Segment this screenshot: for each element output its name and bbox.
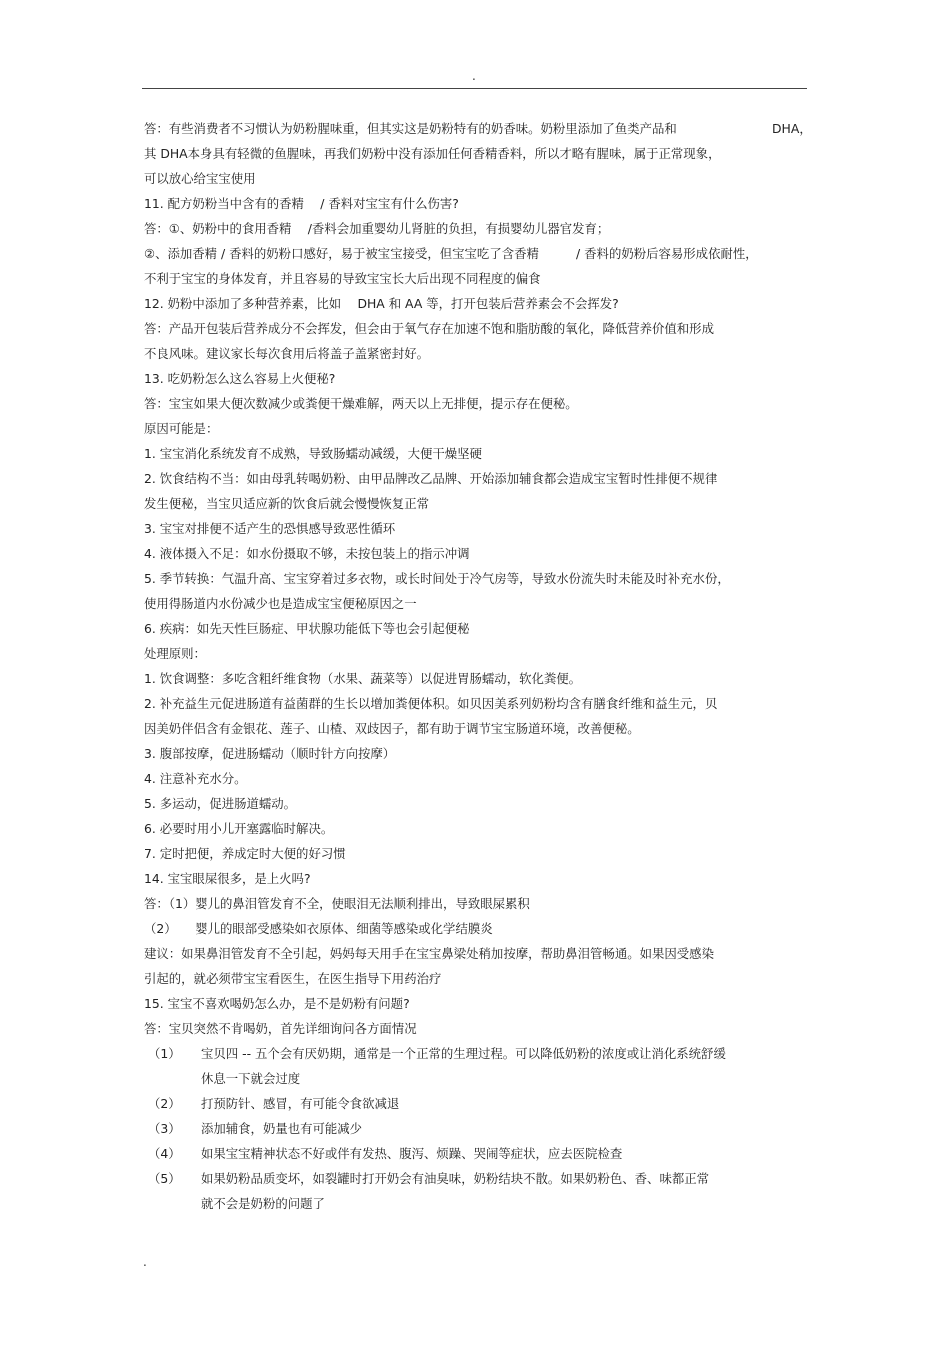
item-number: （3） xyxy=(148,1121,181,1136)
item-text: 添加辅食，奶量也有可能减少 xyxy=(201,1121,363,1136)
text-line: （2） 婴儿的眼部受感染如衣原体、细菌等感染或化学结膜炎 xyxy=(144,921,493,936)
text-line: 使用得肠道内水份减少也是造成宝宝便秘原因之一 xyxy=(144,596,417,611)
text-line: 不良风味。建议家长每次食用后将盖子盖紧密封好。 xyxy=(144,346,429,361)
list-item: 5. 多运动，促进肠道蠕动。 xyxy=(144,796,297,811)
list-item: 1. 宝宝消化系统发育不成熟，导致肠蠕动减缓，大便干燥坚硬 xyxy=(144,446,482,461)
text-line: 原因可能是： xyxy=(144,421,219,436)
text-line: 建议：如果鼻泪管发育不全引起，妈妈每天用手在宝宝鼻梁处稍加按摩，帮助鼻泪管畅通。如果因受感染 xyxy=(144,946,714,961)
numbered-item xyxy=(144,1091,814,1116)
item-number: （4） xyxy=(148,1146,181,1161)
question-heading: 13. 吃奶粉怎么这么容易上火便秘? xyxy=(144,371,336,386)
list-item: 1. 饮食调整：多吃含粗纤维食物（水果、蔬菜等）以促进胃肠蠕动，软化粪便。 xyxy=(144,671,582,686)
item-number: （5） xyxy=(148,1171,181,1186)
item-text: 如果奶粉品质变坏，如裂罐时打开奶会有油臭味，奶粉结块不散。如果奶粉色、香、味都正常 xyxy=(201,1171,710,1186)
list-item: 2. 饮食结构不当：如由母乳转喝奶粉、由甲品牌改乙品牌、开始添加辅食都会造成宝宝暂时性排便不规律 xyxy=(144,471,718,486)
numbered-item xyxy=(144,1141,814,1166)
header-mark: . xyxy=(472,69,476,83)
question-heading: 11. 配方奶粉当中含有的香精 / 香料对宝宝有什么伤害? xyxy=(144,196,459,211)
question-heading: 15. 宝宝不喜欢喝奶怎么办，是不是奶粉有问题? xyxy=(144,996,410,1011)
text-line: 可以放心给宝宝使用 xyxy=(144,171,256,186)
list-item: 3. 宝宝对排便不适产生的恐惧感导致恶性循环 xyxy=(144,521,396,536)
text-line: 发生便秘，当宝贝适应新的饮食后就会慢慢恢复正常 xyxy=(144,496,429,511)
text-line: 不利于宝宝的身体发育，并且容易的导致宝宝长大后出现不同程度的偏食 xyxy=(144,271,541,286)
item-continuation: 就不会是奶粉的问题了 xyxy=(201,1196,325,1211)
question-heading: 14. 宝宝眼屎很多，是上火吗? xyxy=(144,871,311,886)
list-item: 4. 注意补充水分。 xyxy=(144,771,247,786)
numbered-item xyxy=(144,1041,814,1066)
text-line: 答：产品开包装后营养成分不会挥发，但会由于氧气存在加速不饱和脂肪酸的氧化，降低营养价值和形成 xyxy=(144,321,714,336)
text-line: 答：宝贝突然不肯喝奶，首先详细询问各方面情况 xyxy=(144,1021,417,1036)
list-item: 7. 定时把便，养成定时大便的好习惯 xyxy=(144,846,346,861)
footer-mark: . xyxy=(143,1255,147,1269)
text-line: 答：①、奶粉中的食用香精 /香料会加重婴幼儿肾脏的负担，有损婴幼儿器官发育； xyxy=(144,221,610,236)
item-text: 打预防针、感冒，有可能令食欲减退 xyxy=(201,1096,400,1111)
item-text: 宝贝四 -- 五个会有厌奶期，通常是一个正常的生理过程。可以降低奶粉的浓度或让消化系统舒缓 xyxy=(201,1046,726,1061)
text-line: 其 DHA本身具有轻微的鱼腥味，再我们奶粉中没有添加任何香精香料，所以才略有腥味，属于正常现象， xyxy=(144,146,721,161)
numbered-item xyxy=(144,1166,814,1191)
text-line-tail: DHA， xyxy=(772,121,812,136)
list-item: 5. 季节转换：气温升高、宝宝穿着过多衣物，或长时间处于冷气房等，导致水份流失时未能及时补充水份， xyxy=(144,571,730,586)
question-heading: 12. 奶粉中添加了多种营养素，比如 DHA 和 AA 等，打开包装后营养素会不会挥发? xyxy=(144,296,619,311)
document-body xyxy=(144,116,814,1216)
text-line: 因美奶伴侣含有金银花、莲子、山楂、双歧因子，都有助于调节宝宝肠道环境，改善便秘。 xyxy=(144,721,640,736)
list-item: 6. 必要时用小儿开塞露临时解决。 xyxy=(144,821,334,836)
item-continuation: 休息一下就会过度 xyxy=(201,1071,301,1086)
item-number: （2） xyxy=(148,1096,181,1111)
text-line: 答：（1）婴儿的鼻泪管发育不全，使眼泪无法顺利排出，导致眼屎累积 xyxy=(144,896,530,911)
item-text: 如果宝宝精神状态不好或伴有发热、腹泻、烦躁、哭闹等症状，应去医院检查 xyxy=(201,1146,623,1161)
list-item: 3. 腹部按摩，促进肠蠕动（顺时针方向按摩） xyxy=(144,746,396,761)
item-number: （1） xyxy=(148,1046,181,1061)
list-item: 4. 液体摄入不足：如水份摄取不够，未按包装上的指示冲调 xyxy=(144,546,470,561)
text-line: 答：宝宝如果大便次数减少或粪便干燥难解，两天以上无排便，提示存在便秘。 xyxy=(144,396,578,411)
header-rule xyxy=(142,88,807,89)
numbered-item xyxy=(144,1116,814,1141)
list-item: 6. 疾病：如先天性巨肠症、甲状腺功能低下等也会引起便秘 xyxy=(144,621,470,636)
text-line: ②、添加香精 / 香料的奶粉口感好，易于被宝宝接受，但宝宝吃了含香精 / 香料的奶粉后容易形成依耐性， xyxy=(144,246,758,261)
text-line: 答：有些消费者不习惯认为奶粉腥味重，但其实这是奶粉特有的奶香味。奶粉里添加了鱼类产品和 DHA， xyxy=(144,116,814,141)
text-line: 引起的，就必须带宝宝看医生，在医生指导下用药治疗 xyxy=(144,971,442,986)
text-line: 处理原则： xyxy=(144,646,206,661)
list-item: 2. 补充益生元促进肠道有益菌群的生长以增加粪便体积。如贝因美系列奶粉均含有膳食纤维和益生元，贝 xyxy=(144,696,718,711)
